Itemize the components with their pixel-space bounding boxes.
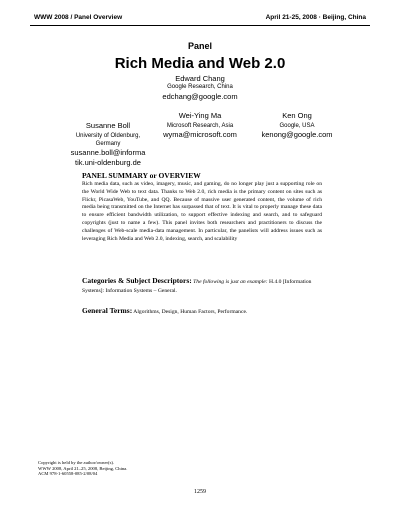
main-author-name: Edward Chang [175,74,225,83]
author-affiliation-line: Microsoft Research, Asia [166,122,234,129]
author-email-line: susanne.boll@informa [70,147,146,157]
main-author-affiliation: Google Research, China [167,84,233,90]
author-block-ong [238,111,356,140]
copyright-line: Copyright is held by the author/owner(s). [38,460,115,465]
section-heading: PANEL SUMMARY or OVERVIEW [82,171,201,180]
copyright-block [38,460,127,477]
running-header-left: WWW 2008 / Panel Overview [34,14,123,21]
paper-title: Rich Media and Web 2.0 [114,55,286,72]
categories-body: H.4.0 [Information Systems]: Information Systems – General. [82,279,312,294]
author-name: Wei-Ying Ma [178,111,222,120]
categories-paragraph [82,277,322,295]
author-affiliation-line: University of Oldenburg, [75,132,141,139]
summary-body: Rich media data, such as video, imagery, music, and gaming, do no longer play just a supporting role on the World Wide Web to text data. Thanks to Web 2.0, rich media is the primary content on sites such as Flickr, PicasaWeb, YouTube, and QQ. Because of massive user generated content, the volume of rich media being transmitted on the Internet has surpassed that of text. It is vital to properly manage these data to ensure efficient bandwidth utilization, to support effective indexing and search, and to safeguard copyrights (just to name a few). This panel invites both researchers and practitioners to discuss the challenges of Web-scale media-data management. In particular, the panelists will address issues such as leveraging Rich Media and Web 2.0, indexing, search, and scalability [82,181,322,242]
general-terms-label: General Terms: [82,306,133,315]
categories-example-note: The following is just an example: [193,279,268,285]
author-email-line: tik.uni-oldenburg.de [75,157,141,167]
author-affiliation-line: Germany [95,140,121,147]
author-affiliation-line: Google, USA [279,122,315,129]
general-terms-paragraph [82,306,322,315]
running-header-right: April 21-25, 2008 · Beijing, China [265,14,366,21]
author-email-line: kenong@google.com [261,129,333,139]
copyright-line: WWW 2008, April 21–25, 2008, Beijing, China. [38,465,128,471]
page-number: 1259 [194,489,206,495]
author-email-line: wyma@microsoft.com [163,129,237,139]
author-name: Ken Ong [282,111,312,120]
copyright-line: ACM 978-1-60558-085-2/08/04 [38,471,98,477]
main-author-email: edchang@google.com [162,92,238,101]
categories-label: Categories & Subject Descriptors: [82,276,192,285]
header-rule [30,25,370,26]
general-terms-body: Algorithms, Design, Human Factors, Performance. [133,309,248,315]
author-name: Susanne Boll [85,121,131,130]
panel-label: Panel [187,41,212,51]
